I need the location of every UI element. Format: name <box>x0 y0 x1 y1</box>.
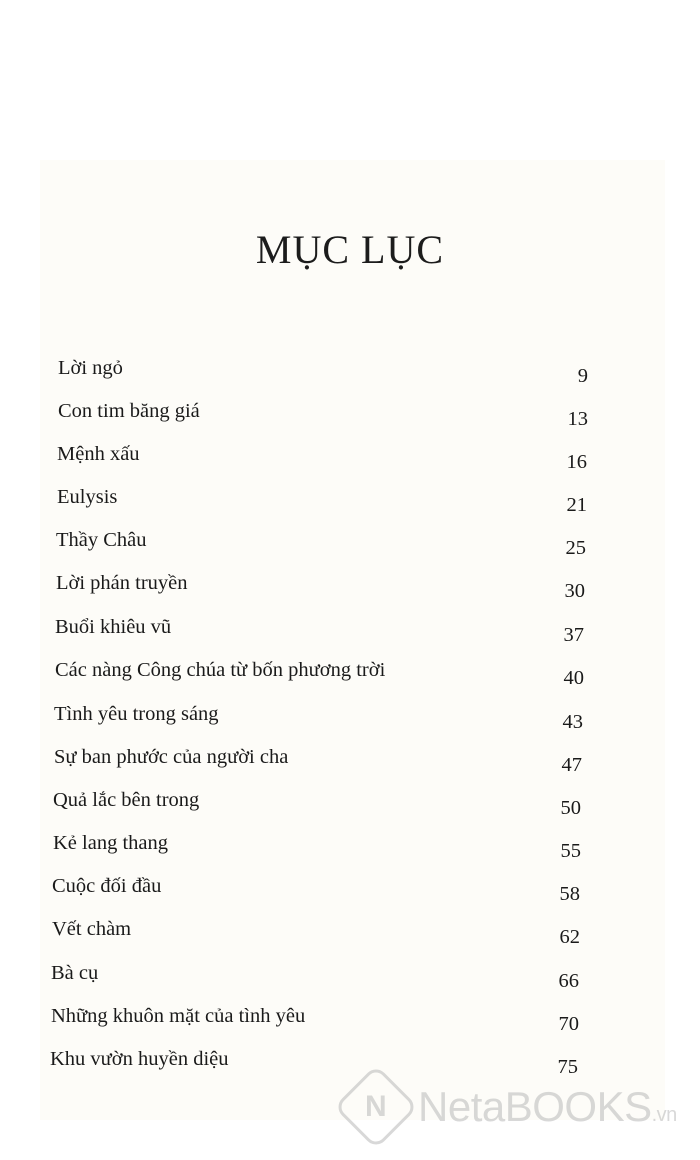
watermark-brand <box>418 1083 677 1131</box>
toc-entry-page: 55 <box>560 840 581 862</box>
toc-entry-title: Cuộc đối đầu <box>52 875 162 897</box>
watermark-suffix: .vn <box>651 1104 677 1126</box>
toc-entry-title: Các nàng Công chúa từ bốn phương trời <box>55 659 386 681</box>
toc-entry-title: Mệnh xấu <box>57 443 140 465</box>
toc-entry-title: Vết chàm <box>52 918 132 940</box>
toc-entry-title: Thầy Châu <box>56 529 147 551</box>
toc-entry-title: Tình yêu trong sáng <box>54 703 219 725</box>
netabooks-logo-icon <box>334 1065 419 1150</box>
toc-entry-title: Eulysis <box>57 486 118 508</box>
page-title: MỤC LỤC <box>255 227 445 272</box>
toc-entry-title: Những khuôn mặt của tình yêu <box>51 1005 306 1027</box>
logo-letter: N <box>365 1089 387 1123</box>
watermark <box>340 1072 690 1142</box>
toc-entry-page: 58 <box>559 883 580 905</box>
toc-entry-page: 25 <box>565 537 586 559</box>
toc-entry-page: 47 <box>561 754 582 776</box>
toc-entry-title: Kẻ lang thang <box>53 832 168 854</box>
toc-entry-title: Khu vườn huyền diệu <box>50 1048 229 1070</box>
toc-entry-title: Con tim băng giá <box>58 400 200 422</box>
toc-entry-page: 16 <box>566 451 587 473</box>
toc-entry-page: 75 <box>557 1056 578 1078</box>
toc-entry-title: Bà cụ <box>51 962 99 984</box>
watermark-brand-name: NetaBOOKS <box>418 1083 652 1130</box>
toc-entry-page: 70 <box>558 1013 579 1035</box>
toc-entry-page: 30 <box>564 580 585 602</box>
toc-entry-page: 50 <box>560 797 581 819</box>
toc-entry-page: 13 <box>567 408 588 430</box>
toc-entry-title: Lời ngỏ <box>58 357 123 379</box>
toc-entry-page: 62 <box>559 926 580 948</box>
toc-entry-page: 40 <box>563 667 584 689</box>
toc-entry-title: Quả lắc bên trong <box>53 789 200 811</box>
toc-entry-title: Buổi khiêu vũ <box>55 616 172 638</box>
toc-entry-title: Lời phán truyền <box>56 572 188 594</box>
toc-entry-title: Sự ban phước của người cha <box>54 746 289 768</box>
toc-entry-page: 66 <box>558 970 579 992</box>
toc-entry-page: 43 <box>562 711 583 733</box>
toc-entry-page: 37 <box>563 624 584 646</box>
toc-entry-page: 9 <box>577 365 588 387</box>
toc-entry-page: 21 <box>566 494 587 516</box>
